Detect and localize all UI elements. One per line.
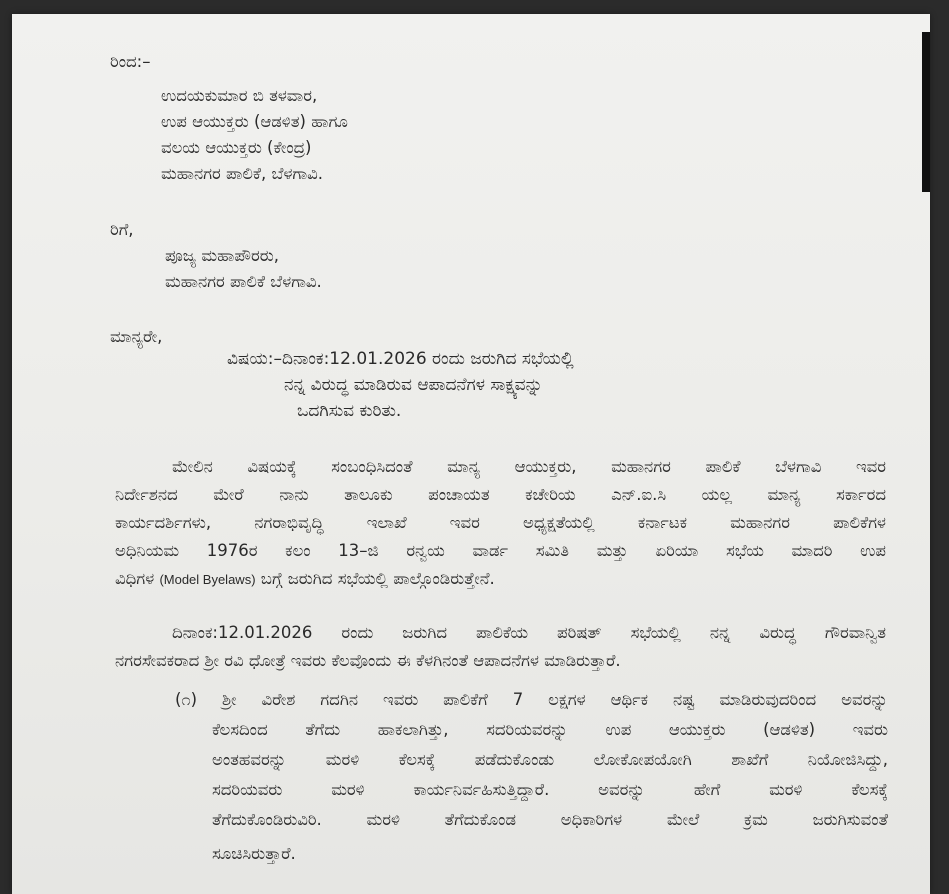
sender-name: ಉದಯಕುಮಾರ ಬಿ ತಳವಾರ, (161, 86, 318, 105)
paragraph1-line-2: ನಿರ್ದೇಶನದ ಮೇರೆ ನಾನು ತಾಲೂಕು ಪಂಚಾಯತ ಕಚೇರಿಯ ಎನ್.ಐ.ಸಿ ಯಲ್ಲ ಮಾನ್ಯ ಸರ್ಕಾರದ (115, 485, 886, 504)
recipient-title: ಪೂಜ್ಯ ಮಹಾಪೌರರು, (165, 246, 279, 265)
paragraph1-line-1: ಮೇಲಿನ ವಿಷಯಕ್ಕೆ ಸಂಬಂಧಿಸಿದಂತೆ ಮಾನ್ಯ ಆಯುಕ್ತರು, ಮಹಾನಗರ ಪಾಲಿಕೆ ಬೆಳಗಾವಿ ಇವರ (172, 457, 886, 476)
point1-line-1: (೧) ಶ್ರೀ ವಿರೇಶ ಗದಗಿನ ಇವರು ಪಾಲಿಕೆಗೆ 7 ಲಕ್ಷಗಳ ಆರ್ಥಿಕ ನಷ್ಟ ಮಾಡಿರುವುದರಿಂದ ಅವರನ್ನು (175, 690, 888, 709)
from-heading: ರಿಂದ:– (110, 52, 151, 71)
paragraph1-line-3: ಕಾರ್ಯದರ್ಶಿಗಳು, ನಗರಾಭಿವೃದ್ಧಿ ಇಲಾಖೆ ಇವರ ಅಧ್ಯಕ್ಷತೆಯಲ್ಲಿ ಕರ್ನಾಟಕ ಮಹಾನಗರ ಪಾಲಿಕೆಗಳ (115, 513, 886, 532)
page-edge-shadow (922, 32, 930, 192)
point1-line-6: ಸೂಚಿಸಿರುತ್ತಾರೆ. (212, 844, 296, 863)
model-byelaws-term: (Model Byelaws) (159, 572, 256, 587)
sender-designation: ಉಪ ಆಯುಕ್ತರು (ಆಡಳಿತ) ಹಾಗೂ (161, 112, 348, 131)
paragraph1-line-4: ಅಧಿನಿಯಮ 1976ರ ಕಲಂ 13–ಜಿ ರನ್ವಯ ವಾರ್ಡ ಸಮಿತಿ ಮತ್ತು ಏರಿಯಾ ಸಭೆಯ ಮಾದರಿ ಉಪ (115, 541, 886, 560)
paragraph1-line-5-start: ವಿಧಿಗಳ (115, 569, 160, 588)
salutation: ಮಾನ್ಯರೇ, (110, 327, 163, 346)
point1-line-5: ತೆಗೆದುಕೊಂಡಿರುವಿರಿ. ಮರಳಿ ತೆಗೆದುಕೊಂಡ ಅಧಿಕಾರಿಗಳ ಮೇಲೆ ಕ್ರಮ ಜರುಗಿಸುವಂತೆ (212, 810, 888, 829)
recipient-office: ಮಹಾನಗರ ಪಾಲಿಕೆ ಬೆಳಗಾವಿ. (165, 272, 322, 291)
point1-line-4: ಸದರಿಯವರು ಮರಳಿ ಕಾರ್ಯನಿರ್ವಹಿಸುತ್ತಿದ್ದಾರೆ. ಅವರನ್ನು ಹೇಗೆ ಮರಳಿ ಕೆಲಸಕ್ಕೆ (212, 780, 888, 799)
point1-line-2: ಕೆಲಸದಿಂದ ತೆಗೆದು ಹಾಕಲಾಗಿತ್ತು, ಸದರಿಯವರನ್ನು ಉಪ ಆಯುಕ್ತರು (ಆಡಳಿತ) ಇವರು (212, 720, 888, 739)
sender-zone: ವಲಯ ಆಯುಕ್ತರು (ಕೇಂದ್ರ) (161, 138, 312, 157)
letter-page (12, 14, 930, 894)
point1-line-3: ಅಂತಹವರನ್ನು ಮರಳಿ ಕೆಲಸಕ್ಕೆ ಪಡೆದುಕೊಂಡು ಲೋಕೋಪಯೋಗಿ ಶಾಖೆಗೆ ನಿಯೋಜಿಸಿದ್ದು, (212, 750, 888, 769)
subject-line-3: ಒದಗಿಸುವ ಕುರಿತು. (297, 401, 402, 421)
paragraph1-line-5-end: ಬಗ್ಗೆ ಜರುಗಿದ ಸಭೆಯಲ್ಲಿ ಪಾಲ್ಗೊಂಡಿರುತ್ತೇನೆ. (255, 569, 495, 588)
sender-office: ಮಹಾನಗರ ಪಾಲಿಕೆ, ಬೆಳಗಾವಿ. (161, 164, 324, 183)
paragraph2-line-2: ನಗರಸೇವಕರಾದ ಶ್ರೀ ರವಿ ಧೋತ್ರೆ ಇವರು ಕೆಲವೊಂದು ಈ ಕೆಳಗಿನಂತೆ ಆಪಾದನೆಗಳ ಮಾಡಿರುತ್ತಾರೆ. (115, 651, 621, 670)
paragraph1-line-5 (115, 569, 495, 589)
subject-line-2: ನನ್ನ ವಿರುದ್ಧ ಮಾಡಿರುವ ಆಪಾದನೆಗಳ ಸಾಕ್ಷ್ಯವನ್ನು (284, 375, 543, 395)
to-heading: ರಿಗೆ, (110, 220, 134, 239)
subject-line-1: ವಿಷಯ:–ದಿನಾಂಕ:12.01.2026 ರಂದು ಜರುಗಿದ ಸಭೆಯಲ್ಲಿ (227, 349, 574, 369)
paragraph2-line-1: ದಿನಾಂಕ:12.01.2026 ರಂದು ಜರುಗಿದ ಪಾಲಿಕೆಯ ಪರಿಷತ್ ಸಭೆಯಲ್ಲಿ ನನ್ನ ವಿರುದ್ಧ ಗೌರವಾನ್ವಿತ (172, 623, 886, 642)
